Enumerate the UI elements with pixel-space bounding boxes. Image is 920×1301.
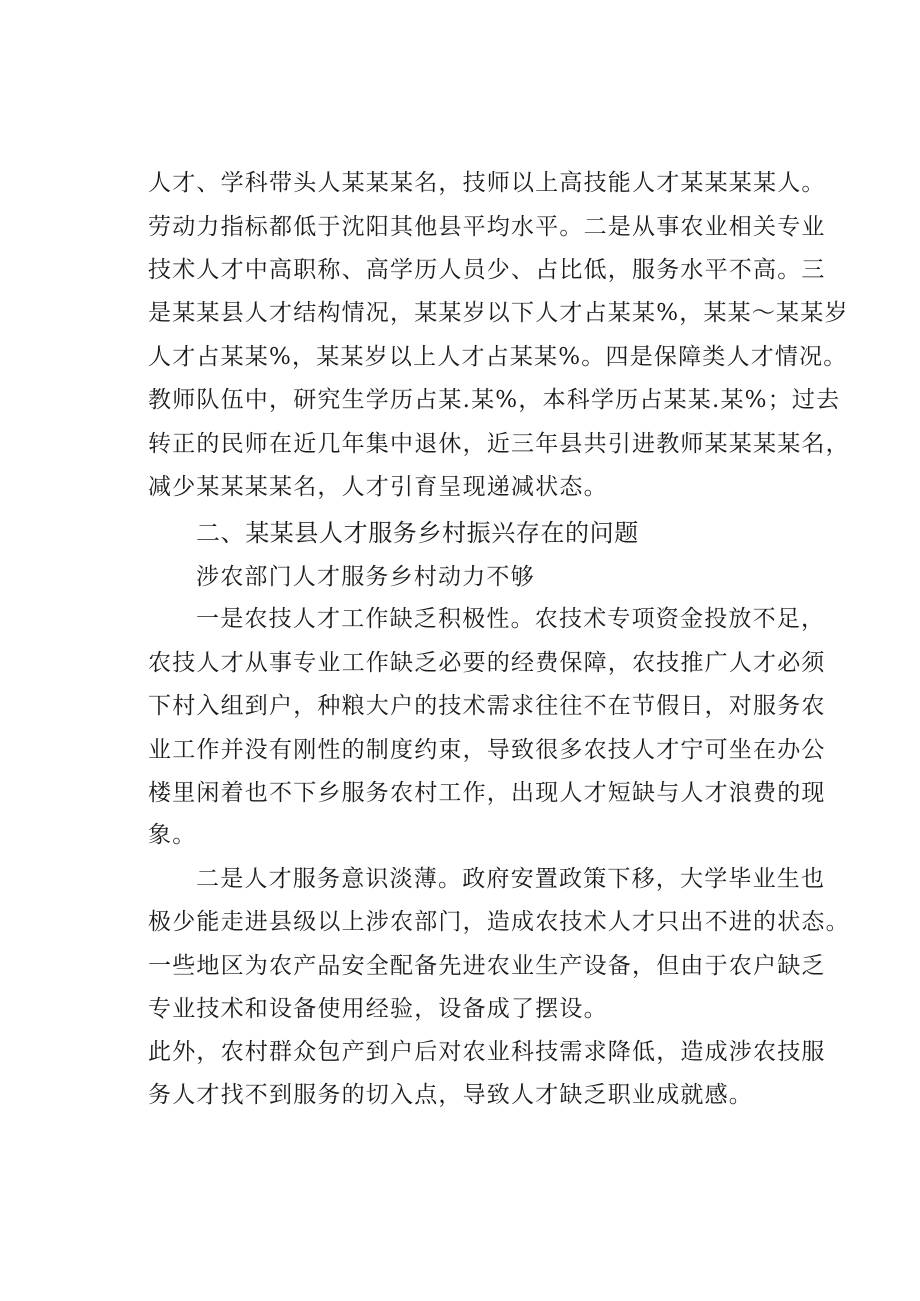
subsection-heading: 涉农部门人才服务乡村动力不够 [196,564,535,590]
text-line: 一是农技人才工作缺乏积极性。农技术专项资金投放不足， [196,606,826,632]
text-line: 劳动力指标都低于沈阳其他县平均水平。二是从事农业相关专业 [148,214,826,240]
text-line: 专业技术和设备使用经验，设备成了摆设。 [148,996,608,1022]
text-line: 转正的民师在近几年集中退休，近三年县共引进教师某某某某名， [148,431,850,457]
text-line: 二是人才服务意识淡薄。政府安置政策下移，大学毕业生也 [196,866,826,892]
text-line: 极少能走进县级以上涉农部门，造成农技术人才只出不进的状态。 [148,909,850,935]
text-line: 减少某某某某名，人才引育呈现递减状态。 [148,474,608,500]
text-line: 下村入组到户，种粮大户的技术需求往往不在节假日，对服务农 [148,693,826,719]
text-line: 人才、学科带头人某某某名，技师以上高技能人才某某某某人。 [148,170,826,196]
text-line: 一些地区为农产品安全配备先进农业生产设备，但由于农户缺乏 [148,953,826,979]
text-line: 此外，农村群众包产到户后对农业科技需求降低，造成涉农技服 [148,1039,826,1065]
text-line: 楼里闲着也不下乡服务农村工作，出现人才短缺与人才浪费的现 [148,780,826,806]
text-line: 是某某县人才结构情况，某某岁以下人才占某某%，某某〜某某岁 [148,300,849,326]
section-heading: 二、某某县人才服务乡村振兴存在的问题 [196,519,639,547]
text-line: 教师队伍中，研究生学历占某.某%，本科学历占某某.某%；过去 [148,387,841,413]
text-line: 技术人才中高职称、高学历人员少、占比低，服务水平不高。三 [148,257,826,283]
text-line: 象。 [148,822,197,848]
text-line: 人才占某某%，某某岁以上人才占某某%。四是保障类人才情况。 [148,344,848,370]
text-line: 务人才找不到服务的切入点，导致人才缺乏职业成就感。 [148,1082,753,1108]
text-line: 农技人才从事专业工作缺乏必要的经费保障，农技推广人才必须 [148,650,826,676]
text-line: 业工作并没有刚性的制度约束，导致很多农技人才宁可坐在办公 [148,737,826,763]
